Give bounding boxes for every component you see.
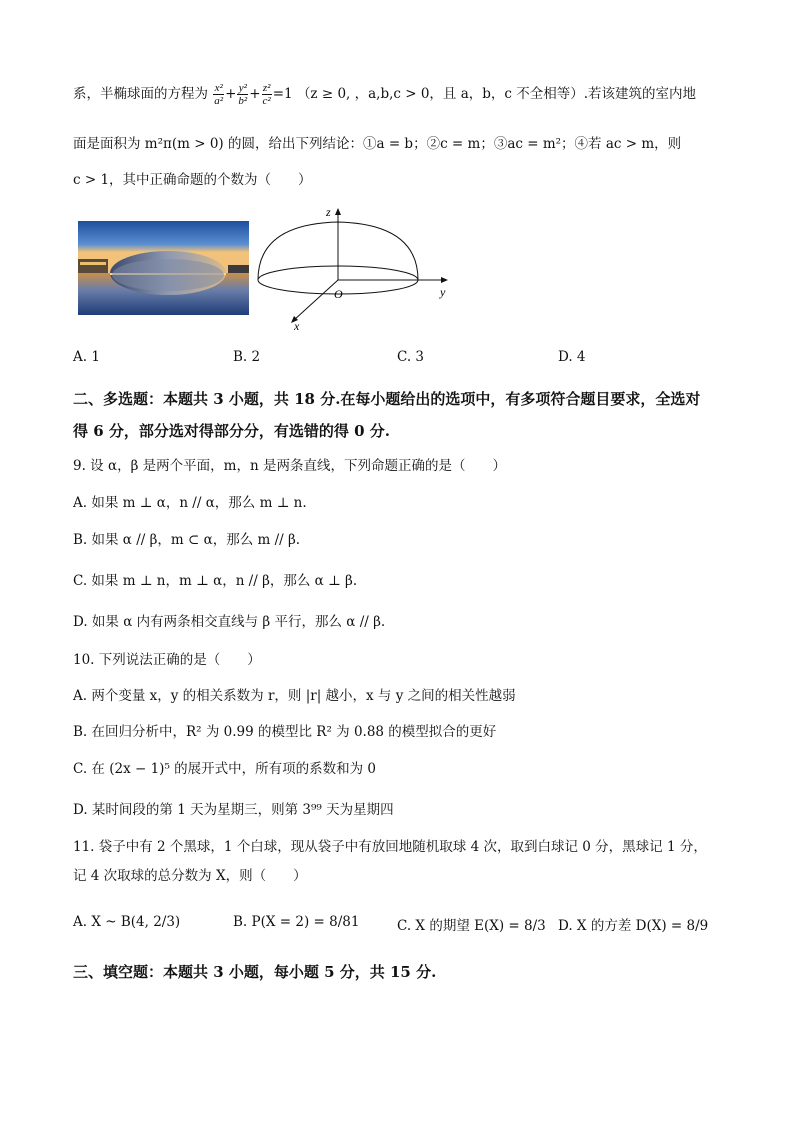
q10-stem: 10. 下列说法正确的是（ ） — [73, 652, 261, 668]
q9-option-b: B. 如果 α // β，m ⊂ α，那么 m // β. — [73, 532, 301, 548]
axis-z-label: z — [326, 205, 331, 219]
eq-y-fraction: $\frac{\text{y²}}{\text{b²}}$ — [238, 82, 248, 107]
q10-option-a: A. 两个变量 x，y 的相关系数为 r，则 |r| 越小，x 与 y 之间的相关性越弱 — [73, 688, 516, 704]
building-photo — [78, 221, 249, 315]
q11-option-d: D. X 的方差 D(X) = 8/9 — [558, 918, 709, 934]
section2-heading-line1: 二、多选题：本题共 3 小题，共 18 分.在每小题给出的选项中，有多项符合题目要求，全选对 — [73, 390, 701, 408]
q9-stem: 9. 设 α，β 是两个平面，m，n 是两条直线，下列命题正确的是（ ） — [73, 458, 506, 474]
q8-option-a: A. 1 — [73, 349, 100, 365]
eq-rhs: =1 — [272, 86, 293, 102]
q8-line1: 系，半椭球面的方程为 $\frac{\text{x²}}{\text{a²}}$ + $\frac{\text{y²}}{\text{b²}}$ + $\frac{\text{z²}}{\text{c²}}$ =1 （z ≥ 0, ，a,b,c > 0，且 a，b，c 不全相等）.若该建筑的室内地 — [73, 82, 697, 107]
q8-line1-text-a: 系，半椭球面的方程为 — [73, 86, 208, 102]
q11-line2: 记 4 次取球的总分数为 X，则（ ） — [73, 868, 307, 884]
section3-heading: 三、填空题：本题共 3 小题，每小题 5 分，共 15 分. — [73, 963, 437, 981]
q11-line1: 11. 袋子中有 2 个黑球，1 个白球，现从袋子中有放回地随机取球 4 次，取到白球记 0 分，黑球记 1 分， — [73, 839, 707, 855]
eq-x-fraction: $\frac{\text{x²}}{\text{a²}}$ — [214, 82, 224, 107]
q8-option-c: C. 3 — [397, 349, 425, 365]
q9-option-d: D. 如果 α 内有两条相交直线与 β 平行，那么 α // β. — [73, 614, 386, 630]
q10-option-d: D. 某时间段的第 1 天为星期三，则第 3⁹⁹ 天为星期四 — [73, 802, 394, 818]
building-photo-image — [78, 221, 249, 315]
eq-z-fraction: $\frac{\text{z²}}{\text{c²}}$ — [262, 82, 271, 107]
half-ellipsoid-svg — [254, 202, 454, 332]
axis-x-label: x — [294, 319, 300, 332]
half-ellipsoid-diagram — [254, 202, 454, 332]
axis-y-label: y — [440, 285, 446, 299]
q9-option-c: C. 如果 m ⊥ n，m ⊥ α，n // β，那么 α ⊥ β. — [73, 573, 358, 589]
q8-line3: c > 1，其中正确命题的个数为（ ） — [73, 172, 312, 188]
q8-option-b: B. 2 — [233, 349, 261, 365]
q8-line2: 面是面积为 m²π(m > 0) 的圆，给出下列结论：①a = b；②c = m；③ac = m²；④若 ac > m，则 — [73, 136, 682, 152]
q9-option-a: A. 如果 m ⊥ α，n // α，那么 m ⊥ n. — [73, 495, 307, 511]
q11-option-a: A. X ~ B(4, 2/3) — [73, 914, 181, 930]
q8-line1-text-b: （z ≥ 0, ，a,b,c > 0，且 a，b，c 不全相等）.若该建筑的室内地 — [296, 86, 697, 102]
q11-option-b: B. P(X = 2) = 8/81 — [233, 914, 360, 930]
q10-option-c: C. 在 (2x − 1)⁵ 的展开式中，所有项的系数和为 0 — [73, 761, 377, 777]
q8-option-d: D. 4 — [558, 349, 586, 365]
origin-label: O — [334, 287, 343, 301]
x-axis — [294, 280, 338, 320]
q10-option-b: B. 在回归分析中，R² 为 0.99 的模型比 R² 为 0.88 的模型拟合的更好 — [73, 724, 497, 740]
section2-heading-line2: 得 6 分，部分选对得部分分，有选错的得 0 分. — [73, 422, 390, 440]
q11-option-c: C. X 的期望 E(X) = 8/3 — [397, 918, 546, 934]
